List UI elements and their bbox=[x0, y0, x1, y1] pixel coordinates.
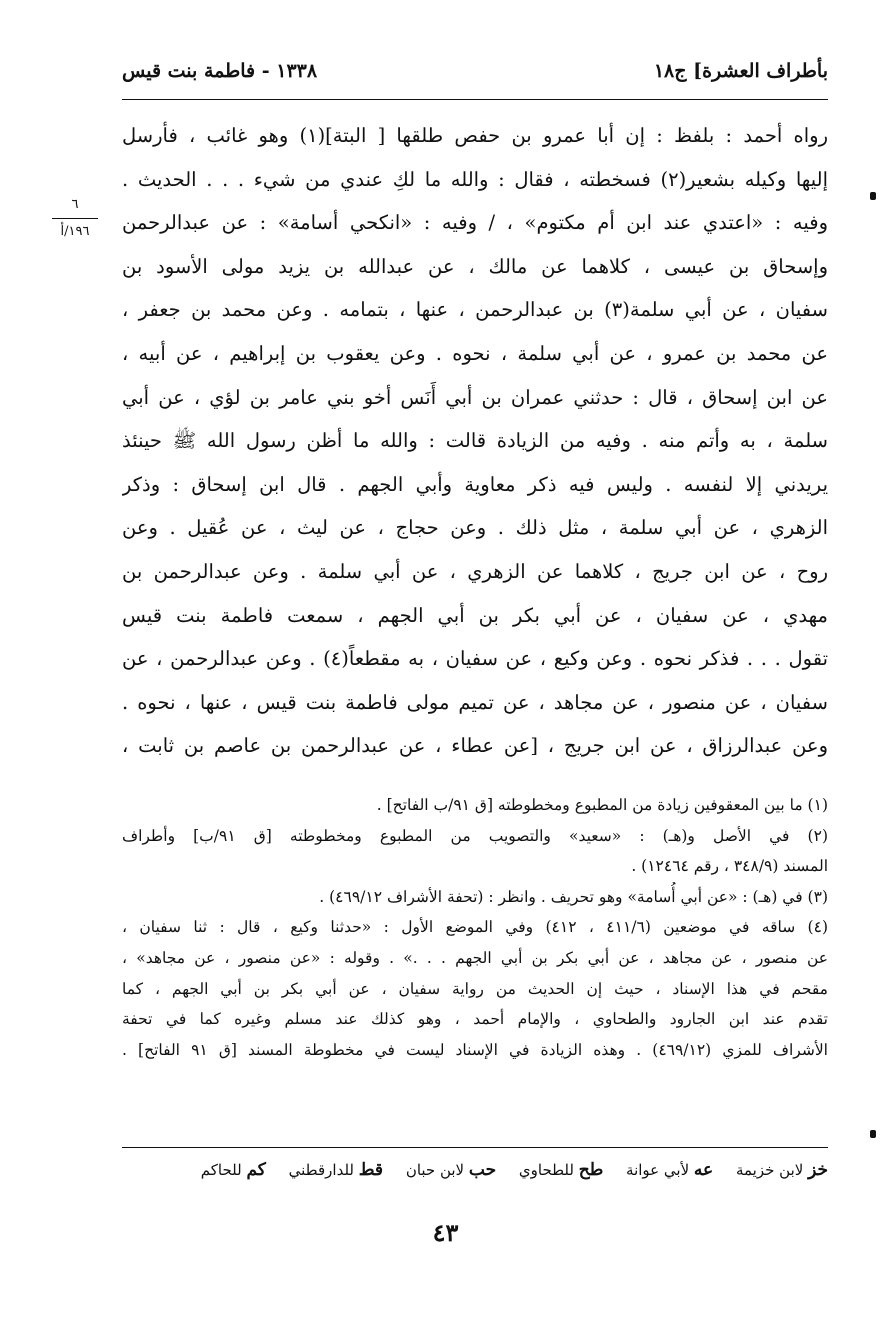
legend-abbr: خز bbox=[808, 1160, 828, 1180]
text-line: سفيان ، عن منصور ، عن مجاهد ، عن تميم مولى فاطمة بنت قيس ، عنها ، نحوه . bbox=[122, 690, 828, 714]
legend-item bbox=[519, 1161, 603, 1179]
legend-item bbox=[626, 1161, 713, 1179]
legend-label: لأبي عوانة bbox=[626, 1161, 690, 1179]
running-header bbox=[122, 60, 828, 96]
margin-note-divider bbox=[52, 218, 98, 219]
text-line: تقول . . . فذكر نحوه . وعن وكيع ، عن سفيان ، به مقطعاً(٤) . وعن عبدالرحمن ، عن bbox=[122, 647, 828, 671]
text-line: يريدني إلا لنفسه . وليس فيه ذكر معاوية وأبي الجهم . قال ابن إسحاق : وذكر bbox=[122, 472, 828, 496]
legend-abbr: طح bbox=[578, 1160, 604, 1180]
text-line: وفيه : «اعتدي عند ابن أم مكتوم» ، / وفيه : «انكحي أسامة» : عن عبدالرحمن bbox=[122, 211, 828, 235]
text-line: مهدي ، عن سفيان ، عن أبي بكر بن أبي الجهم ، سمعت فاطمة بنت قيس bbox=[122, 603, 828, 627]
page-topic: ١٣٣٨ - فاطمة بنت قيس bbox=[122, 60, 318, 82]
legend-label: لابن حبان bbox=[405, 1161, 465, 1179]
text-line: الزهري ، عن أبي سلمة ، مثل ذلك . وعن حجاج ، عن ليث ، عن عُقيل . وعن bbox=[122, 516, 828, 540]
legend-abbr: كم bbox=[246, 1160, 266, 1180]
legend-label: للحاكم bbox=[200, 1161, 242, 1179]
footnotes bbox=[122, 790, 828, 1065]
footnote-line: المسند (٣٤٨/٩ ، رقم ١٢٤٦٤) . bbox=[631, 857, 828, 876]
legend-label: لابن خزيمة bbox=[735, 1161, 804, 1179]
text-line: سلمة ، به وأتم منه . وفيه من الزيادة قالت : والله ما أظن رسول الله ﷺ حينئذ bbox=[122, 429, 828, 453]
text-line: إليها وكيله بشعير(٢) فسخطته ، فقال : والله ما لكِ عندي من شيء . . . الحديث . bbox=[122, 167, 828, 191]
text-line: روح ، عن ابن جريج ، كلاهما عن الزهري ، عن أبي سلمة . وعن عبدالرحمن بن bbox=[122, 559, 828, 583]
footer-divider bbox=[122, 1147, 828, 1148]
footnote-line: مقحم في هذا الإسناد ، حيث إن الحديث من رواية سفيان ، عن أبي بكر بن أبي الجهم ، كما bbox=[122, 979, 828, 998]
margin-folio-note bbox=[50, 196, 100, 241]
margin-note-top: ٦ bbox=[71, 197, 79, 212]
text-line: رواه أحمد : بلفظ : إن أبا عمرو بن حفص طلقها [ البتة](١) وهو غائب ، فأرسل bbox=[122, 124, 828, 147]
margin-mark-top bbox=[870, 192, 876, 200]
header-divider bbox=[122, 99, 828, 100]
margin-note-bottom: ١٩٦/أ bbox=[60, 224, 90, 239]
footnote-line: عن منصور ، عن مجاهد ، عن أبي بكر بن أبي الجهم . . .» . وقوله : «عن منصور ، عن مجاهد» ، bbox=[122, 948, 828, 967]
footnote-line: (٢) في الأصل و(هـ) : «سعيد» والتصويب من المطبوع ومخطوطته [ق ٩١/ب] وأطراف bbox=[122, 826, 828, 845]
legend-abbr: حب bbox=[468, 1160, 497, 1180]
abbreviation-legend bbox=[122, 1160, 828, 1180]
book-title: بأطراف العشرة] ج١٨ bbox=[653, 60, 828, 82]
text-line: عن محمد بن عمرو ، عن أبي سلمة ، نحوه . وعن يعقوب بن إبراهيم ، عن أبيه ، bbox=[122, 341, 828, 365]
margin-mark-bottom bbox=[870, 1130, 876, 1138]
legend-label: للدارقطني bbox=[288, 1161, 354, 1179]
page-number: ٤٣ bbox=[432, 1218, 459, 1247]
legend-item bbox=[289, 1161, 383, 1179]
text-line: عن ابن إسحاق ، قال : حدثني عمران بن أبي أَنَس أخو بني عامر بن لؤي ، عن أبي bbox=[122, 385, 828, 409]
text-line: سفيان ، عن أبي سلمة(٣) بن عبدالرحمن ، عنها ، بتمامه . وعن محمد بن جعفر ، bbox=[122, 298, 828, 322]
footnote-line: تقدم عند ابن الجارود والطحاوي ، والإمام أحمد ، وهو كذلك عند مسلم وغيره كما في تحفة bbox=[122, 1010, 828, 1029]
legend-item bbox=[406, 1161, 496, 1179]
footnote-line: (٤) ساقه في موضعين (٤١١/٦ ، ٤١٢) وفي الموضع الأول : «حدثنا وكيع ، قال : ثنا سفيان ، bbox=[122, 918, 828, 937]
footnote-line: الأشراف للمزي (٤٦٩/١٢) . وهذه الزيادة في الإسناد ليست في مخطوطة المسند [ق ٩١ الفاتح] . bbox=[122, 1040, 828, 1059]
footnote-line: (١) ما بين المعقوفين زيادة من المطبوع ومخطوطته [ق ٩١/ب الفاتح] . bbox=[376, 796, 828, 814]
legend-item bbox=[201, 1161, 266, 1179]
main-text bbox=[122, 114, 828, 768]
text-line: وإسحاق بن عيسى ، كلاهما عن مالك ، عن عبدالله بن يزيد مولى الأسود بن bbox=[122, 254, 828, 278]
legend-abbr: عه bbox=[693, 1160, 714, 1180]
legend-label: للطحاوي bbox=[518, 1161, 574, 1179]
legend-item bbox=[736, 1161, 828, 1179]
text-line: وعن عبدالرزاق ، عن ابن جريج ، [عن عطاء ، عن عبدالرحمن بن عاصم بن ثابت ، bbox=[122, 734, 828, 758]
legend-abbr: قط bbox=[358, 1160, 384, 1180]
footnote-line: (٣) في (هـ) : «عن أبي أُسامة» وهو تحريف . وانظر : (تحفة الأشراف ٤٦٩/١٢) . bbox=[319, 887, 828, 906]
